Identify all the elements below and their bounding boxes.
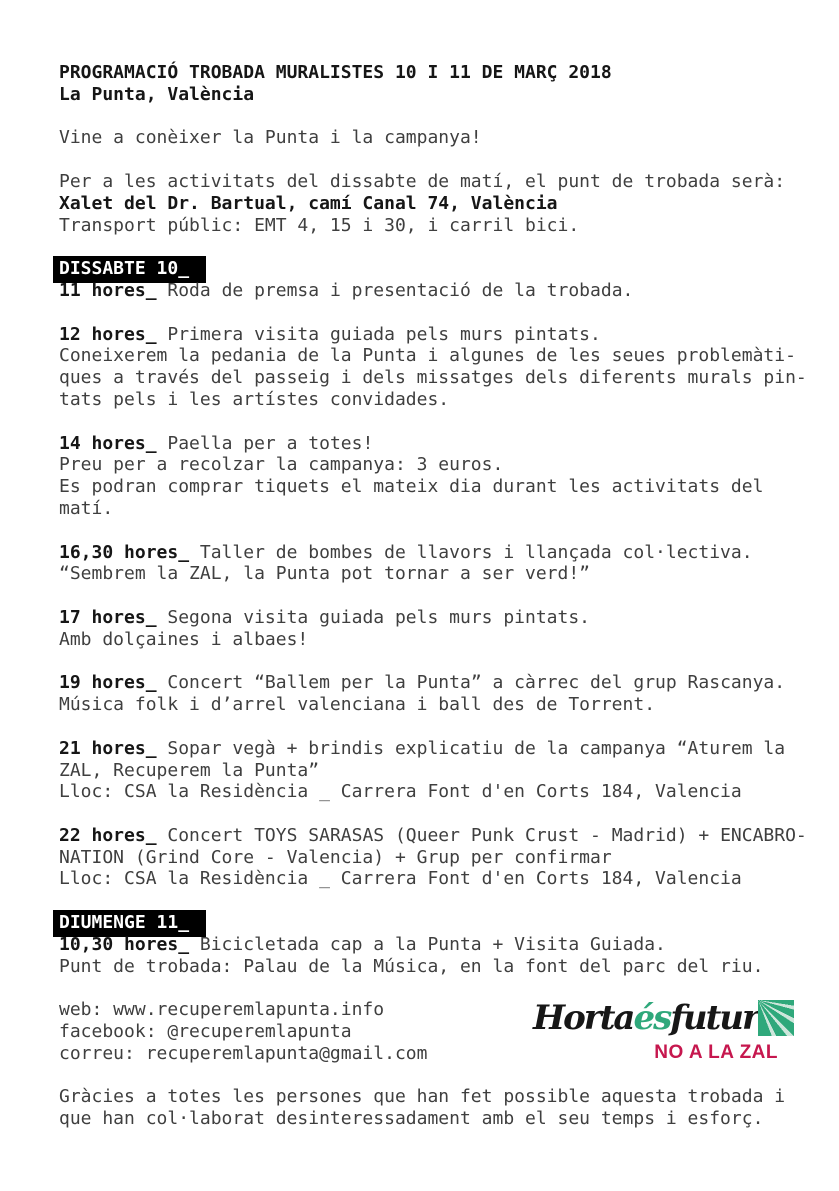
event-detail: Punt de trobada: Palau de la Música, en la font del parc del riu. <box>59 955 764 977</box>
event-block <box>59 324 839 411</box>
event-block <box>59 672 839 716</box>
thanks-text: que han col·laborat desinteressadament amb el seu temps i esforç. <box>59 1108 764 1130</box>
logo-wordmark <box>533 998 758 1038</box>
meeting-info: Per a les activitats del dissabte de matí, el punt de trobada serà: <box>59 170 786 192</box>
event-desc: Concert “Ballem per la Punta” a càrrec del grup Rascanya. <box>156 672 786 694</box>
event-time: 21 hores_ <box>59 737 157 759</box>
event-detail: Música folk i d’arrel valenciana i ball des de Torrent. <box>59 694 656 716</box>
event-detail: ZAL, Recuperem la Punta” <box>59 759 320 781</box>
event-time: 12 hores_ <box>59 323 157 345</box>
event-time: 17 hores_ <box>59 606 157 628</box>
event-line <box>59 433 839 455</box>
event-venue: Lloc: CSA la Residència _ Carrera Font d'en Corts 184, Valencia <box>59 781 742 803</box>
event-line <box>59 542 839 564</box>
logo-word-futur: futur <box>670 998 758 1038</box>
event-time: 11 hores_ <box>59 279 157 301</box>
event-desc: Sopar vegà + brindis explicatiu de la campanya “Aturem la <box>156 737 786 759</box>
event-block <box>59 738 839 803</box>
event-desc: Taller de bombes de llavors i llançada col·lectiva. <box>189 541 753 563</box>
thanks-text: Gràcies a totes les persones que han fet possible aquesta trobada i <box>59 1086 786 1108</box>
green-rays-icon <box>758 1000 794 1036</box>
event-detail: NATION (Grind Core - Valencia) + Grup per confirmar <box>59 846 612 868</box>
sunday-section <box>59 912 839 977</box>
event-block <box>59 542 839 586</box>
transport-info: Transport públic: EMT 4, 15 i 30, i carril bici. <box>59 214 580 236</box>
logo-word-horta: Horta <box>533 998 634 1038</box>
event-detail: Preu per a recolzar la campanya: 3 euros. <box>59 454 504 476</box>
contact-email: correu: recuperemlapunta@gmail.com <box>59 1042 428 1064</box>
event-line <box>59 324 839 346</box>
contact-web: web: www.recuperemlapunta.info <box>59 999 385 1021</box>
event-detail: matí. <box>59 497 114 519</box>
event-desc: Segona visita guiada pels murs pintats. <box>156 606 591 628</box>
event-time: 14 hores_ <box>59 432 157 454</box>
event-block <box>59 607 839 651</box>
logo-word-es: és <box>633 998 671 1038</box>
meeting-point: Xalet del Dr. Bartual, camí Canal 74, València <box>59 192 558 214</box>
intro-block <box>59 127 839 149</box>
event-detail: Coneixerem la pedania de la Punta i algunes de les seues problemàti- <box>59 345 796 367</box>
event-venue: Lloc: CSA la Residència _ Carrera Font d'en Corts 184, Valencia <box>59 868 742 890</box>
section-header-label: DISSABTE 10_ <box>53 256 206 283</box>
no-a-la-zal-tagline: NO A LA ZAL <box>654 1042 778 1063</box>
event-time: 19 hores_ <box>59 672 157 694</box>
event-desc: Concert TOYS SARASAS (Queer Punk Crust - Madrid) + ENCABRO- <box>156 824 807 846</box>
event-detail: Amb dolçaines i albaes! <box>59 628 309 650</box>
page-title: PROGRAMACIÓ TROBADA MURALISTES 10 I 11 DE MARÇ 2018 <box>59 62 612 83</box>
event-line <box>59 280 839 302</box>
flyer-content <box>59 62 839 1152</box>
page-subtitle: La Punta, València <box>59 83 255 105</box>
event-line <box>59 934 839 956</box>
event-time: 16,30 hores_ <box>59 541 190 563</box>
contact-facebook: facebook: @recuperemlapunta <box>59 1021 352 1043</box>
section-header-sunday <box>59 912 839 934</box>
event-detail: tats pels i les artístes convidades. <box>59 388 450 410</box>
event-desc: Roda de premsa i presentació de la trobada. <box>156 279 634 301</box>
section-header-label: DIUMENGE 11_ <box>53 910 206 937</box>
event-detail: Es podran comprar tiquets el mateix dia durant les activitats del <box>59 476 764 498</box>
title-block <box>59 62 839 106</box>
event-desc: Primera visita guiada pels murs pintats. <box>156 323 601 345</box>
event-line <box>59 825 839 847</box>
meeting-block <box>59 171 839 236</box>
event-desc: Bicicletada cap a la Punta + Visita Guiada. <box>189 933 666 955</box>
event-block <box>59 825 839 890</box>
intro-text: Vine a conèixer la Punta i la campanya! <box>59 127 482 149</box>
event-time: 22 hores_ <box>59 824 157 846</box>
event-line <box>59 607 839 629</box>
logo-row <box>533 997 778 1039</box>
event-line <box>59 672 839 694</box>
event-detail: “Sembrem la ZAL, la Punta pot tornar a ser verd!” <box>59 563 591 585</box>
horta-es-futur-logo <box>533 997 778 1064</box>
saturday-section-start <box>59 258 839 302</box>
event-line <box>59 738 839 760</box>
event-time: 10,30 hores_ <box>59 933 190 955</box>
event-desc: Paella per a totes! <box>156 432 374 454</box>
event-block <box>59 433 839 520</box>
event-detail: ques a través del passeig i dels missatges dels diferents murals pin- <box>59 367 807 389</box>
section-header-saturday <box>59 258 839 280</box>
thanks-block <box>59 1086 839 1130</box>
